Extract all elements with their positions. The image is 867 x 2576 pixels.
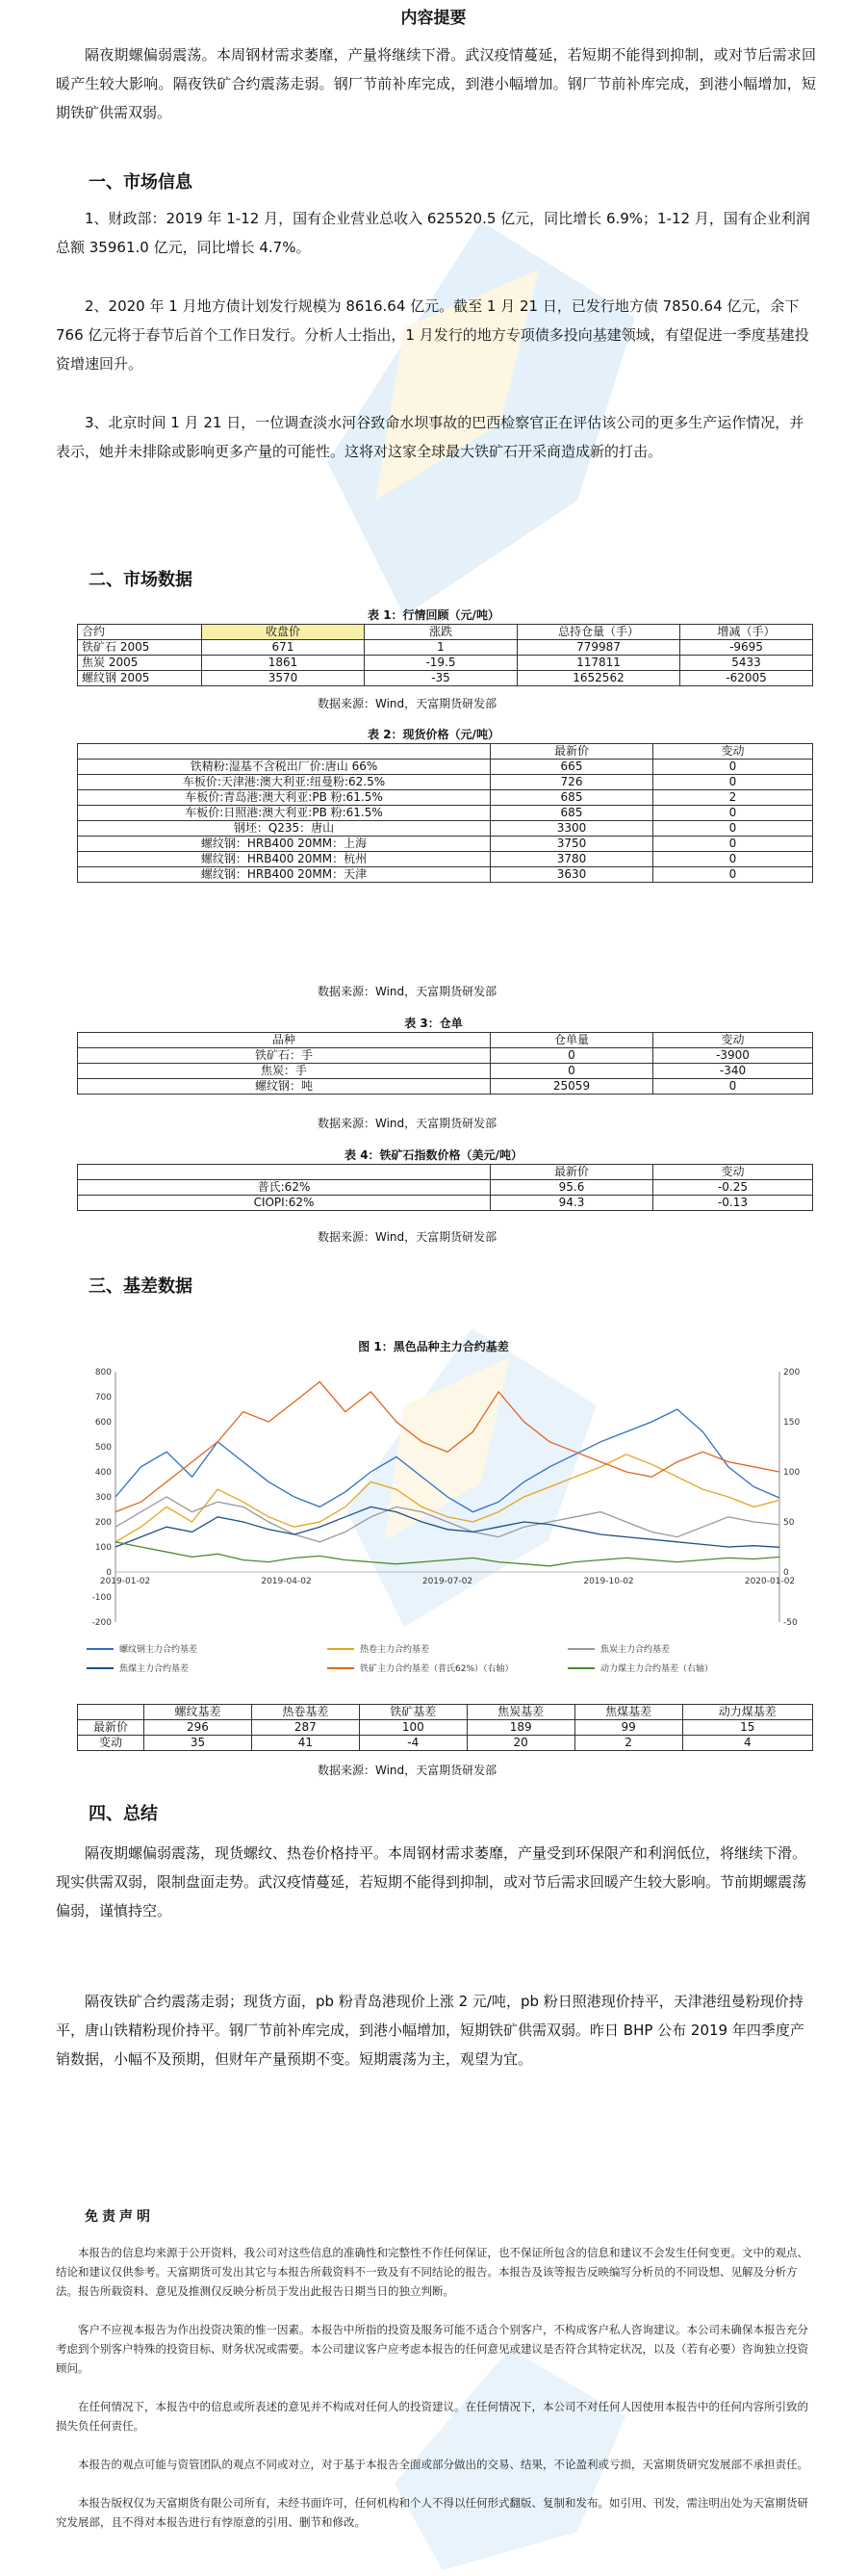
table-cell: CIOPI:62% [78,1196,491,1211]
x-tick-label: 2019-01-02 [99,1577,151,1586]
page-title: 内容提要 [400,9,467,28]
table4-caption: 表 4：铁矿石指数价格（美元/吨） [344,1148,523,1162]
table-row [78,656,813,671]
disclaimer-paragraph: 本报告的信息均来源于公开资料，我公司对这些信息的准确性和完整性不作任何保证，也不保证所包含的信息和建议不会发生任何变更。文中的观点、结论和建议仅供参考。天富期货可发出其它与本报告所载资料不一致及有不同结论的报告。本报告及该等报告反映编写分析员的不同设想、见解及分析方法。报告所载资料、意见及推测仅反映分析员于发出此报告日期当日的独立判断。 [56,2246,808,2298]
table5-header: 焦炭基差 [467,1705,574,1720]
table4-source: 数据来源：Wind，天富期货研发部 [318,1230,497,1244]
table-cell: 20 [467,1736,574,1751]
legend-label: 焦炭主力合约基差 [600,1645,671,1655]
table3-header: 品种 [78,1033,491,1048]
x-tick-label: 2019-04-02 [261,1577,312,1586]
table-cell: -19.5 [365,656,518,671]
table-cell: 车板价:日照港:澳大利亚:PB 粉:61.5% [78,806,491,821]
left-tick-label: 400 [94,1468,112,1478]
right-tick-label: 200 [783,1368,801,1378]
table-cell: -35 [365,671,518,686]
series-line [115,1542,779,1566]
table-cell: 0 [653,806,813,821]
table-cell: 0 [653,821,813,837]
section-summary: 四、总结 [89,1804,158,1824]
table-cell: 0 [653,775,813,790]
basis-chart [77,1362,837,1699]
table-row [78,671,813,686]
table-cell: 0 [653,852,813,867]
table-row [78,821,813,837]
left-tick-label: 0 [106,1568,112,1578]
table-cell: 94.3 [491,1196,653,1211]
table-basis [77,1704,813,1751]
table-cell: 685 [491,806,653,821]
table-cell: 4 [682,1736,812,1751]
table-cell: -0.25 [653,1180,813,1196]
table-cell: 车板价:天津港:澳大利亚:纽曼粉:62.5% [78,775,491,790]
table5-header: 铁矿基差 [359,1705,467,1720]
table-cell: -340 [653,1064,813,1079]
market-info-1: 1、财政部：2019 年 1-12 月，国有企业营业总收入 625520.5 亿元，同比增长 6.9%；1-12 月，国有企业利润总额 35961.0 亿元，同比增长 4.7%。 [56,210,810,256]
table-cell: 3570 [202,671,365,686]
table-cell: -3900 [653,1048,813,1064]
table4-header: 变动 [653,1165,813,1180]
table2-header: 变动 [653,744,813,760]
table-cell: 3780 [491,852,653,867]
table1-header: 总持仓量（手） [518,625,680,640]
table-row [78,1196,813,1211]
table-cell: 1652562 [518,671,680,686]
right-tick-label: -50 [783,1618,798,1628]
table-cell: 15 [682,1720,812,1736]
table-quotes [77,624,813,686]
left-tick-label: 500 [94,1443,112,1453]
table2-header [78,744,491,760]
table4-header: 最新价 [491,1165,653,1180]
table-cell: 铁矿石 2005 [78,640,202,656]
left-tick-label: 100 [94,1543,112,1553]
table1-source: 数据来源：Wind，天富期货研发部 [318,697,497,710]
table3-header: 变动 [653,1033,813,1048]
table-cell: 铁精粉:湿基不含税出厂价:唐山 66% [78,760,491,775]
table-cell: 焦炭 2005 [78,656,202,671]
table1-header: 收盘价 [202,625,365,640]
left-tick-label: 600 [94,1418,112,1428]
table2-header: 最新价 [491,744,653,760]
table-cell: 变动 [78,1736,144,1751]
table-cell: 1861 [202,656,365,671]
table-cell: 2 [574,1736,682,1751]
table-cell: 117811 [518,656,680,671]
table-cell: 287 [251,1720,359,1736]
table-cell: 0 [653,867,813,883]
table3-caption: 表 3：仓单 [404,1017,463,1030]
table-cell: 3750 [491,837,653,852]
table-row [78,1736,813,1751]
section-market-data: 二、市场数据 [89,570,192,590]
table-cell: 2 [653,790,813,806]
chart-title: 图 1：黑色品种主力合约基差 [358,1340,509,1353]
table-row [78,1180,813,1196]
table-cell: 最新价 [78,1720,144,1736]
market-info-2: 2、2020 年 1 月地方债计划发行规模为 8616.64 亿元。截至 1 月 21 日，已发行地方债 7850.64 亿元，余下 766 亿元将于春节后首个工作日发行。分析人士指出，1 月发行的地方专项债多投向基建领域，有望促进一季度基建投资增速回升。 [56,297,809,373]
left-tick-label: 300 [94,1493,112,1503]
table-cell: 螺纹钢：HRB400 20MM：天津 [78,867,491,883]
series-line [115,1507,779,1547]
table5-header: 动力煤基差 [682,1705,812,1720]
table-cell: -62005 [680,671,813,686]
left-tick-label: 700 [94,1393,112,1403]
table-row [78,1048,813,1064]
table2-caption: 表 2：现货价格（元/吨） [368,728,499,741]
table-row [78,760,813,775]
table-cell: 0 [491,1048,653,1064]
table1-header: 涨跌 [365,625,518,640]
series-line [115,1497,779,1542]
table-cell: 螺纹钢：HRB400 20MM：杭州 [78,852,491,867]
table-cell: -0.13 [653,1196,813,1211]
table5-header: 焦煤基差 [574,1705,682,1720]
legend-label: 热卷主力合约基差 [360,1645,430,1655]
table-cell: 100 [359,1720,467,1736]
right-tick-label: 100 [783,1468,801,1478]
table3-source: 数据来源：Wind，天富期货研发部 [318,1117,497,1130]
disclaimer-paragraph: 在任何情况下，本报告中的信息或所表述的意见并不构成对任何人的投资建议。在任何情况下，本公司不对任何人因使用本报告中的任何内容所引致的损失负任何责任。 [56,2400,808,2433]
section-basis-data: 三、基差数据 [89,1276,192,1297]
table-cell: 35 [144,1736,252,1751]
right-tick-label: 0 [783,1568,789,1578]
table-cell: 普氏:62% [78,1180,491,1196]
table-cell: 189 [467,1720,574,1736]
legend-label: 焦煤主力合约基差 [119,1664,190,1674]
left-tick-label: 200 [94,1518,112,1528]
table-cell: 3630 [491,867,653,883]
table-cell: 726 [491,775,653,790]
right-tick-label: 50 [783,1518,795,1528]
table-cell: 钢坯：Q235：唐山 [78,821,491,837]
table1-header: 增减（手） [680,625,813,640]
table-cell: 3300 [491,821,653,837]
table-cell: 螺纹钢 2005 [78,671,202,686]
table-row [78,837,813,852]
table-cell: 0 [653,1079,813,1095]
table2-source: 数据来源：Wind，天富期货研发部 [318,985,497,998]
table5-source: 数据来源：Wind，天富期货研发部 [318,1764,497,1777]
table-cell: 0 [653,760,813,775]
table5-header: 螺纹基差 [144,1705,252,1720]
disclaimer-paragraph: 本报告版权仅为天富期货有限公司所有，未经书面许可，任何机构和个人不得以任何形式翻版、复制和发布。如引用、刊发，需注明出处为天富期货研究发展部，且不得对本报告进行有悖原意的引用、删节和修改。 [56,2496,808,2529]
market-info-3: 3、北京时间 1 月 21 日，一位调查淡水河谷致命水坝事故的巴西检察官正在评估该公司的更多生产运作情况，并表示，她并未排除或影响更多产量的可能性。这将对这家全球最大铁矿石开采商造成新的打击。 [56,414,804,460]
table1-caption: 表 1：行情回顾（元/吨） [368,608,499,622]
table-cell: 41 [251,1736,359,1751]
table-cell: 95.6 [491,1180,653,1196]
table-cell: -9695 [680,640,813,656]
table-row [78,852,813,867]
table3-header: 仓单量 [491,1033,653,1048]
table-spot-prices [77,743,813,883]
table-cell: 671 [202,640,365,656]
table-row [78,806,813,821]
left-tick-label: -200 [91,1618,112,1628]
table-cell: 296 [144,1720,252,1736]
table5-header [78,1705,144,1720]
table-row [78,1064,813,1079]
table-cell: -4 [359,1736,467,1751]
table-cell: 螺纹钢：吨 [78,1079,491,1095]
left-tick-label: 800 [94,1368,112,1378]
table-iron-ore-index [77,1164,813,1211]
table-row [78,1079,813,1095]
table-cell: 铁矿石：手 [78,1048,491,1064]
legend-label: 动力煤主力合约基差（右轴） [600,1664,714,1674]
disclaimer-paragraph: 本报告的观点可能与资管团队的观点不同或对立，对于基于本报告全面或部分做出的交易、结果，不论盈利或亏损，天富期货研究发展部不承担责任。 [78,2458,808,2471]
table-cell: 焦炭：手 [78,1064,491,1079]
table-cell: 5433 [680,656,813,671]
table-row [78,775,813,790]
table-row [78,867,813,883]
x-tick-label: 2019-10-02 [583,1577,634,1586]
table-row [78,790,813,806]
disclaimer-title: 免责声明 [85,2209,154,2225]
disclaimer-paragraph: 客户不应视本报告为作出投资决策的惟一因素。本报告中所指的投资及服务可能不适合个别客户，不构成客户私人咨询建议。本公司未确保本报告充分考虑到个别客户特殊的投资目标、财务状况或需要。本公司建议客户应考虑本报告的任何意见或建议是否符合其特定状况，以及（若有必要）咨询独立投资顾问。 [56,2323,808,2375]
table4-header [78,1165,491,1180]
table-cell: 车板价:青岛港:澳大利亚:PB 粉:61.5% [78,790,491,806]
table-cell: 685 [491,790,653,806]
table1-header: 合约 [78,625,202,640]
table-cell: 螺纹钢：HRB400 20MM：上海 [78,837,491,852]
table-warehouse-receipts [77,1032,813,1095]
table-row [78,1720,813,1736]
legend-label: 螺纹钢主力合约基差 [119,1645,198,1655]
table-cell: 99 [574,1720,682,1736]
x-tick-label: 2020-01-02 [744,1577,796,1586]
table5-header: 热卷基差 [251,1705,359,1720]
section-market-info: 一、市场信息 [89,172,192,193]
left-tick-label: -100 [91,1593,112,1603]
conclusion-2: 隔夜铁矿合约震荡走弱；现货方面，pb 粉青岛港现价上涨 2 元/吨，pb 粉日照港现价持平，天津港纽曼粉现价持平，唐山铁精粉现价持平。钢厂节前补库完成，到港小幅增加，短期铁矿供需双弱。昨日 BHP 公布 2019 年四季度产销数据，小幅不及预期，但财年产量预期不变。短期震荡为主，观望为宜。 [56,1993,804,2068]
table-cell: 665 [491,760,653,775]
table-row [78,640,813,656]
table-cell: 0 [653,837,813,852]
right-tick-label: 150 [783,1418,801,1428]
legend-label: 铁矿主力合约基差（普氏62%）（右轴） [360,1664,514,1674]
table-cell: 25059 [491,1079,653,1095]
table-cell: 0 [491,1064,653,1079]
x-tick-label: 2019-07-02 [421,1577,473,1586]
table-cell: 1 [365,640,518,656]
conclusion-1: 隔夜期螺偏弱震荡，现货螺纹、热卷价格持平。本周钢材需求萎靡，产量受到环保限产和利润低位，将继续下滑。现实供需双弱，限制盘面走势。武汉疫情蔓延，若短期不能得到抑制，或对节后需求回暖产生较大影响。节前期螺震荡偏弱，谨慎持空。 [56,1844,807,1919]
table-cell: 779987 [518,640,680,656]
summary-paragraph: 隔夜期螺偏弱震荡。本周钢材需求萎靡，产量将继续下滑。武汉疫情蔓延，若短期不能得到抑制，或对节后需求回暖产生较大影响。隔夜铁矿合约震荡走弱。钢厂节前补库完成，到港小幅增加。钢厂节前补库完成，到港小幅增加，短期铁矿供需双弱。 [56,46,816,121]
